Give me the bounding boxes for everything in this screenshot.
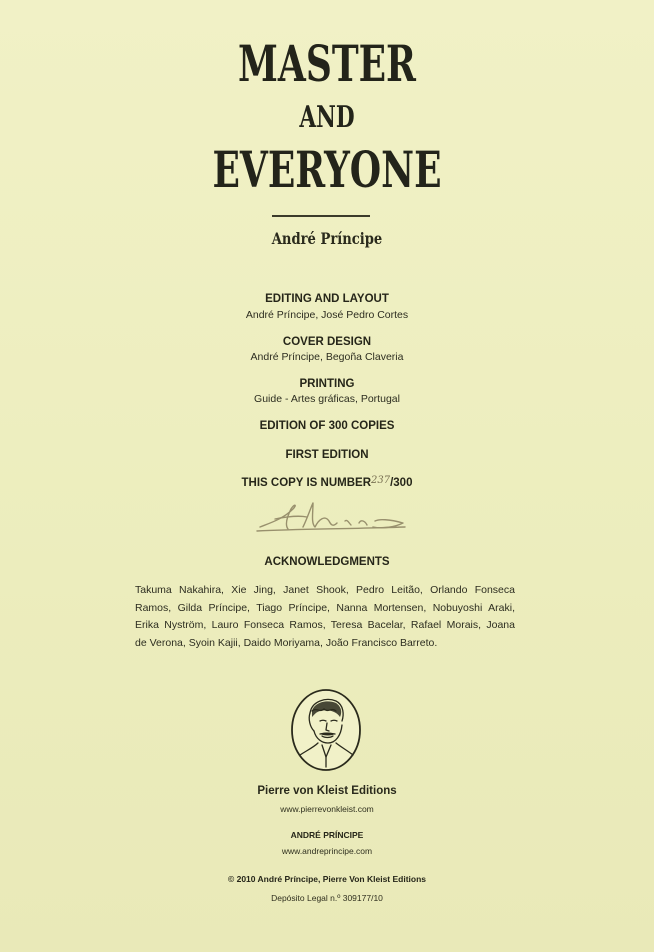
title-divider <box>272 215 370 217</box>
credit-heading-editing: EDITING AND LAYOUT <box>265 293 389 305</box>
title-line-master: MASTER <box>238 34 416 93</box>
publisher-portrait-logo-icon <box>286 687 366 778</box>
copy-number-suffix: /300 <box>390 477 413 489</box>
acknowledgments-text <box>135 582 515 652</box>
acknowledgments-heading: ACKNOWLEDGMENTS <box>264 556 390 568</box>
author-site-name: ANDRÉ PRÍNCIPE <box>290 830 364 840</box>
credit-value-printing: Guide - Artes gráficas, Portugal <box>254 393 400 405</box>
author-name: André Príncipe <box>271 229 383 248</box>
credit-heading-cover: COVER DESIGN <box>282 336 372 348</box>
title-line-and: AND <box>299 100 355 135</box>
acknowledgments-line: Takuma Nakahira, Xie Jing, Janet Shook, Pedro Leitão, Orlando Fonseca <box>135 584 515 596</box>
signature-icon <box>255 497 410 542</box>
copy-number-prefix: THIS COPY IS NUMBER <box>241 477 371 489</box>
credit-value-cover: André Príncipe, Begoña Claveria <box>250 351 404 363</box>
credit-heading-printing: PRINTING <box>299 378 355 390</box>
copy-number-line <box>0 477 654 489</box>
copy-number-handwritten: 237 <box>371 475 391 486</box>
publisher-name: Pierre von Kleist Editions <box>257 785 397 797</box>
copyright-line: © 2010 André Príncipe, Pierre Von Kleist Editions <box>227 874 427 884</box>
publisher-url: www.pierrevonkleist.com <box>280 804 374 814</box>
title-line-everyone: EVERYONE <box>212 140 442 199</box>
edition-copies: EDITION OF 300 COPIES <box>259 420 395 432</box>
credit-value-editing: André Príncipe, José Pedro Cortes <box>245 309 409 321</box>
acknowledgments-line: Ramos, Gilda Príncipe, Tiago Príncipe, Nanna Mortensen, Nobuyoshi Araki, <box>135 601 515 614</box>
author-site-url: www.andreprincipe.com <box>281 846 373 856</box>
legal-deposit: Depósito Legal n.º 309177/10 <box>271 893 383 903</box>
first-edition: FIRST EDITION <box>285 449 369 461</box>
acknowledgments-line: de Verona, Syoin Kajii, Daido Moriyama, João Francisco Barreto. <box>135 636 438 649</box>
acknowledgments-line: Erika Nyström, Lauro Fonseca Ramos, Teresa Bacelar, Rafael Morais, Joana <box>135 619 515 631</box>
